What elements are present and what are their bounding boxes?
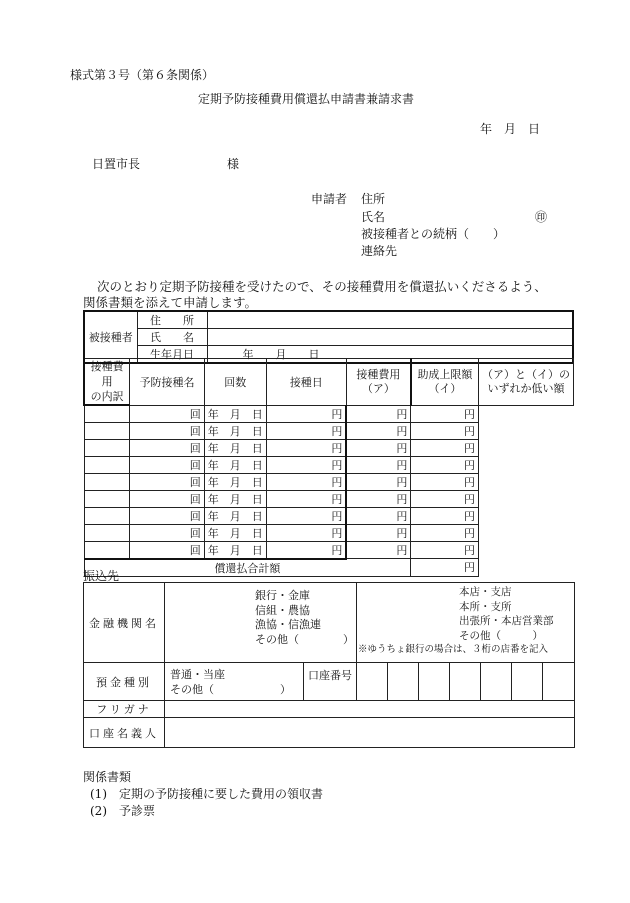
breakdown-label: [84, 359, 130, 406]
account-digit-1[interactable]: [357, 663, 388, 701]
branch-type-1: 本店・支店: [459, 586, 512, 598]
row-date[interactable]: 年 月 日: [204, 439, 266, 456]
row-limit[interactable]: 円: [346, 507, 410, 524]
row-count[interactable]: 回: [130, 456, 205, 473]
furigana-value[interactable]: [165, 701, 575, 718]
row-count[interactable]: 回: [130, 439, 205, 456]
docs-item-2: (2) 予診票: [90, 804, 155, 818]
row-lower[interactable]: 円: [411, 524, 479, 541]
date-line: 年 月 日: [480, 122, 541, 136]
row-date[interactable]: 年 月 日: [204, 456, 266, 473]
header-date: 接種日: [266, 359, 346, 406]
row-lower[interactable]: 円: [411, 490, 479, 507]
row-limit[interactable]: 円: [346, 456, 410, 473]
recipient-label: 被接種者: [84, 311, 137, 363]
applicant-contact-label: 連絡先: [361, 244, 398, 258]
breakdown-row: [84, 405, 574, 422]
recipient-dob-value[interactable]: 年 月 日: [207, 346, 573, 364]
row-count[interactable]: 回: [130, 422, 205, 439]
total-value[interactable]: 円: [411, 559, 479, 577]
intro-line-1: 次のとおり定期予防接種を受けたので、その接種費用を償還払いくださるよう、: [97, 279, 547, 294]
header-cost-line2: （ア）: [361, 381, 395, 395]
row-cost[interactable]: 円: [266, 507, 346, 524]
addressee: 日置市長: [92, 157, 141, 171]
header-count: 回数: [204, 359, 266, 406]
row-cost[interactable]: 円: [266, 439, 346, 456]
header-cost-line1: 接種費用: [356, 367, 401, 381]
header-limit-line1: 助成上限額: [417, 367, 473, 381]
furigana-label: フリガナ: [84, 701, 165, 718]
total-label: 償還払合計額: [84, 559, 411, 577]
account-digit-2[interactable]: [388, 663, 419, 701]
row-count[interactable]: 回: [130, 507, 205, 524]
row-limit[interactable]: 円: [346, 524, 410, 541]
row-limit[interactable]: 円: [346, 541, 410, 559]
row-count[interactable]: 回: [130, 541, 205, 559]
row-date[interactable]: 年 月 日: [204, 524, 266, 541]
account-digit-5[interactable]: [481, 663, 512, 701]
row-cost[interactable]: 円: [266, 405, 346, 422]
row-vaccine[interactable]: [84, 507, 130, 524]
row-date[interactable]: 年 月 日: [204, 507, 266, 524]
deposit-type-1: 普通・当座: [170, 667, 225, 681]
header-limit: [411, 359, 479, 406]
header-lower: [479, 359, 574, 406]
row-lower[interactable]: 円: [411, 456, 479, 473]
row-count[interactable]: 回: [130, 473, 205, 490]
row-vaccine[interactable]: [84, 541, 130, 559]
row-limit[interactable]: 円: [346, 405, 410, 422]
deposit-label: 預金種別: [84, 663, 165, 701]
row-lower[interactable]: 円: [411, 405, 479, 422]
recipient-address-value[interactable]: [207, 311, 573, 329]
transfer-title: 振込先: [83, 569, 120, 583]
breakdown-row: [84, 422, 574, 439]
account-digit-3[interactable]: [419, 663, 450, 701]
row-vaccine[interactable]: [84, 490, 130, 507]
row-vaccine[interactable]: [84, 456, 130, 473]
row-vaccine[interactable]: [84, 439, 130, 456]
bank-type-3: 漁協・信漁連: [255, 618, 321, 631]
applicant-address-label: 住所: [361, 192, 386, 206]
row-vaccine[interactable]: [84, 524, 130, 541]
header-lower-line1: （ア）と（イ）の: [482, 367, 570, 381]
applicant-relation-label: 被接種者との続柄（ ）: [361, 227, 506, 241]
row-limit[interactable]: 円: [346, 490, 410, 507]
applicant-label: 申請者: [311, 192, 348, 206]
bank-type-2: 信組・農協: [255, 603, 310, 617]
row-date[interactable]: 年 月 日: [204, 541, 266, 559]
row-cost[interactable]: 円: [266, 473, 346, 490]
row-lower[interactable]: 円: [411, 422, 479, 439]
docs-item-1: (1) 定期の予防接種に要した費用の領収書: [90, 787, 323, 801]
account-no-label: 口座番号: [304, 663, 357, 701]
form-number: 様式第３号（第６条関係）: [70, 68, 215, 82]
breakdown-row: [84, 541, 574, 559]
account-digit-6[interactable]: [512, 663, 543, 701]
row-lower[interactable]: 円: [411, 439, 479, 456]
row-vaccine[interactable]: [84, 473, 130, 490]
branch-cell[interactable]: [357, 583, 575, 663]
institution-name-cell[interactable]: [165, 583, 357, 663]
recipient-name-label: 氏 名: [137, 329, 207, 346]
breakdown-row: [84, 473, 574, 490]
row-cost[interactable]: 円: [266, 524, 346, 541]
branch-type-2: 本所・支所: [459, 600, 512, 613]
account-digit-7[interactable]: [543, 663, 575, 701]
row-count[interactable]: 回: [130, 524, 205, 541]
transfer-table: [83, 582, 575, 748]
institution-label: 金融機関名: [84, 583, 165, 663]
applicant-name-label: 氏名: [361, 210, 386, 224]
row-date[interactable]: 年 月 日: [204, 405, 266, 422]
row-limit[interactable]: 円: [346, 473, 410, 490]
row-lower[interactable]: 円: [411, 473, 479, 490]
recipient-address-label: 住 所: [137, 311, 207, 329]
bank-type-4: その他（ ）: [255, 632, 354, 646]
row-limit[interactable]: 円: [346, 439, 410, 456]
yucho-note: ※ゆうちょ銀行の場合は、３桁の店番を記入: [358, 644, 549, 655]
row-cost[interactable]: 円: [266, 422, 346, 439]
row-cost[interactable]: 円: [266, 541, 346, 559]
recipient-name-value[interactable]: [207, 329, 573, 346]
page-title: 定期予防接種費用償還払申請書兼請求書: [198, 92, 415, 106]
breakdown-label-line1: 接種費用: [90, 360, 124, 388]
row-vaccine[interactable]: [84, 422, 130, 439]
account-digit-4[interactable]: [450, 663, 481, 701]
row-lower[interactable]: 円: [411, 507, 479, 524]
breakdown-row: [84, 507, 574, 524]
branch-type-4: その他（ ）: [459, 629, 543, 642]
row-date[interactable]: 年 月 日: [204, 422, 266, 439]
row-count[interactable]: 回: [130, 490, 205, 507]
row-date[interactable]: 年 月 日: [204, 490, 266, 507]
row-limit[interactable]: 円: [346, 422, 410, 439]
honorific: 様: [227, 157, 240, 171]
breakdown-table: [83, 358, 574, 577]
row-cost[interactable]: 円: [266, 456, 346, 473]
deposit-type-2: その他（ ）: [170, 682, 291, 696]
header-lower-line2: いずれか低い額: [487, 381, 565, 395]
header-cost: [346, 359, 410, 406]
deposit-type-cell[interactable]: [165, 663, 304, 701]
intro-line-2: 関係書類を添えて申請します。: [83, 295, 258, 310]
breakdown-row: [84, 524, 574, 541]
header-vaccine: 予防接種名: [130, 359, 205, 406]
row-date[interactable]: 年 月 日: [204, 473, 266, 490]
row-vaccine[interactable]: [84, 405, 130, 422]
row-cost[interactable]: 円: [266, 490, 346, 507]
seal-mark: ㊞: [535, 210, 548, 224]
breakdown-label-line2: の内訳: [90, 390, 124, 403]
row-count[interactable]: 回: [130, 405, 205, 422]
bank-type-1: 銀行・金庫: [255, 589, 310, 602]
header-limit-line2: （イ）: [428, 381, 462, 395]
recipient-table: [83, 310, 574, 364]
branch-type-3: 出張所・本店営業部: [459, 615, 554, 627]
holder-label: 口座名義人: [84, 718, 165, 748]
breakdown-row: [84, 490, 574, 507]
holder-value[interactable]: [165, 718, 575, 748]
docs-title: 関係書類: [83, 770, 132, 784]
breakdown-row: [84, 439, 574, 456]
recipient-dob-label: 生年月日: [137, 346, 207, 364]
row-lower[interactable]: 円: [411, 541, 479, 559]
breakdown-row: [84, 456, 574, 473]
